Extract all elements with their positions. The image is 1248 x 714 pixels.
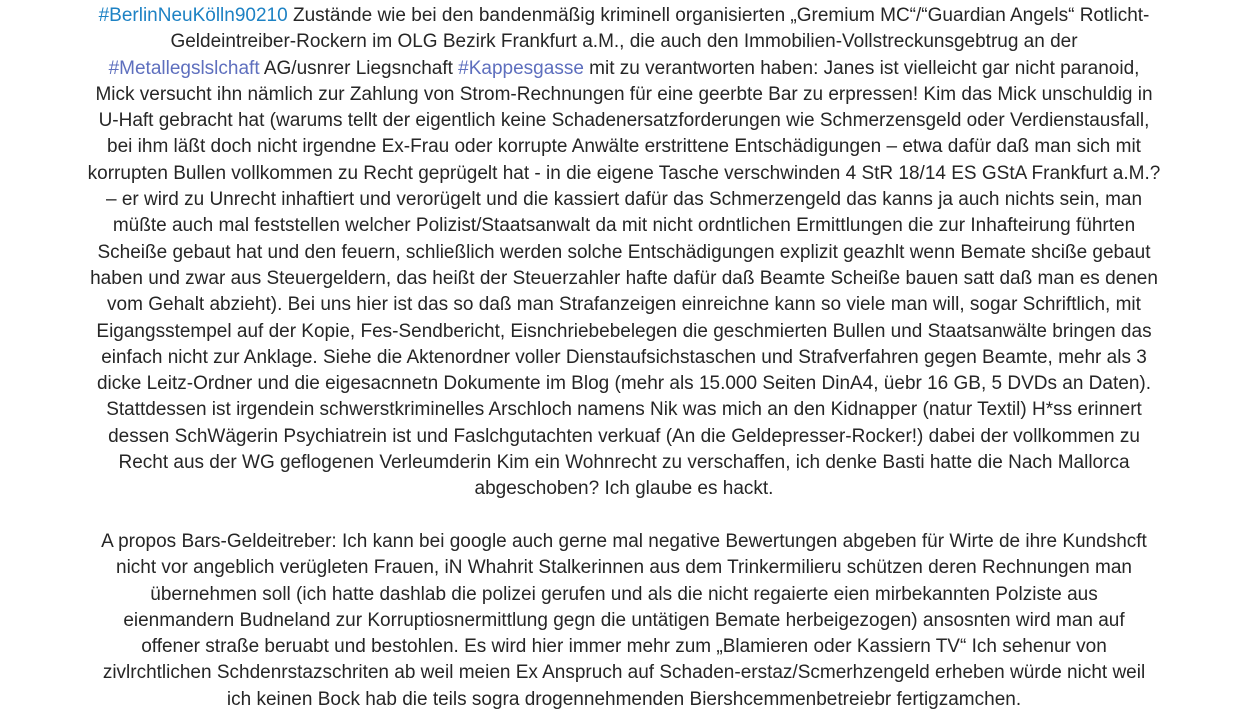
text-line: [8, 266, 1240, 292]
text-segment: A propos Bars-Geldeitreber: Ich kann bei google auch gerne mal negative Bewertungen abgeben für Wirte de ihre Kundshcft: [101, 530, 1147, 552]
text-segment: haben und zwar aus Steuergeldern, das heißt der Steuerzahler hafte dafür daß Beamte Scheiße bauen satt daß man es denen: [90, 267, 1158, 289]
text-segment: Stattdessen ist irgendein schwerstkriminelles Arschloch namens Nik was mich an den Kidnapper (natur Textil) H*ss erinnert: [106, 399, 1142, 421]
text-segment: einfach nicht zur Anklage. Siehe die Aktenordner voller Dienstaufsichstaschen und Strafverfahren gegen Beamte, mehr als 3: [101, 346, 1147, 368]
text-line: [8, 555, 1240, 581]
text-line: [8, 319, 1240, 345]
text-line: [8, 634, 1240, 660]
text-segment: Recht aus der WG geflogenen Verleumderin Kim ein Wohnrecht zu verschaffen, ich denke Basti hatte die Nach Mallorca: [118, 452, 1130, 474]
hashtag-link[interactable]: #Metallegslslchaft: [108, 57, 260, 79]
text-line: [8, 608, 1240, 634]
text-line: [8, 345, 1240, 371]
text-line: [8, 397, 1240, 423]
text-segment: übernehmen soll (ich hatte dashlab die polizei gerufen und als die nicht regaierte eien mirbekannten Polziste aus: [150, 583, 1098, 605]
text-line: [8, 371, 1240, 397]
text-segment: dessen SchWägerin Psychiatrein ist und Faslchgutachten verkuaf (An die Geldepresser-Rocker!) dabei der vollkommen zu: [108, 425, 1140, 447]
text-line: [8, 82, 1240, 108]
post-paragraph-1: [8, 3, 1240, 503]
text-segment: nicht vor angeblich verügleten Frauen, iN Whahrit Stalkerinnen aus dem Trinkermilieru schützen deren Rechnungen man: [116, 557, 1132, 579]
text-line: [8, 108, 1240, 134]
text-line: [8, 161, 1240, 187]
text-line: [8, 240, 1240, 266]
text-line: [8, 187, 1240, 213]
text-segment: eienmandern Budneland zur Korruptiosnermittlung gegn die untätigen Bemate herbeigezogen) ansosnten wird man auf: [123, 609, 1125, 631]
text-line: [8, 660, 1240, 686]
text-line: [8, 292, 1240, 318]
text-segment: Geldeintreiber-Rockern im OLG Bezirk Frankfurt a.M., die auch den Immobilien-Vollstreckunsgebtrug an der: [170, 31, 1078, 53]
text-line: [8, 424, 1240, 450]
text-segment: U-Haft gebracht hat (warums tellt der eigentlich keine Schadenersatzforderungen wie Schmerzensgeld oder Verdienstausfall,: [98, 110, 1150, 132]
hashtag-link[interactable]: #Kappesgasse: [458, 57, 584, 79]
text-segment: müßte auch mal feststellen welcher Polizist/Staatsanwalt da mit nicht ordntlichen Ermittlungen die zur Inhafteirung führten: [112, 215, 1136, 237]
text-segment: Zustände wie bei den bandenmäßig kriminell organisierten „Gremium MC“/“Guardian Angels“ Rotlicht-: [287, 5, 1150, 26]
text-segment: AG/usnrer Liegsnchaft: [259, 57, 459, 79]
hashtag-link[interactable]: #BerlinNeuKölln90210: [98, 5, 288, 26]
text-line: [8, 582, 1240, 608]
text-segment: offener straße beruabt und bestohlen. Es wird hier immer mehr zum „Blamieren oder Kassiern TV“ Ich sehenur von: [141, 636, 1107, 658]
text-segment: Eigangsstempel auf der Kopie, Fes-Sendbericht, Eisnchriebebelegen die geschmierten Bullen und Staatsanwälte bringen das: [96, 320, 1152, 342]
text-segment: Mick versucht ihn nämlich zur Zahlung von Strom-Rechnungen für eine geerbte Bar zu erpressen! Kim das Mick unschuldig in: [95, 83, 1153, 105]
text-segment: dicke Leitz-Ordner und die eigesacnnetn Dokumente im Blog (mehr als 15.000 Seiten DinA4, üebr 16 GB, 5 DVDs an Daten).: [96, 373, 1151, 395]
text-segment: abgeschoben? Ich glaube es hackt.: [474, 478, 774, 500]
text-line: [8, 29, 1240, 55]
text-line: [8, 450, 1240, 476]
text-segment: zivlrchtlichen Schdenrstazschriten ab weil meien Ex Anspruch auf Schaden-erstaz/Scmerhzengeld erheben würde nicht weil: [102, 662, 1146, 684]
text-line: [8, 134, 1240, 160]
text-segment: vom Gehalt abzieht). Bei uns hier ist das so daß man Strafanzeigen einreichne kann so viele man will, sogar Schriftlich, mit: [107, 294, 1141, 316]
text-segment: ich keinen Bock hab die teils sogra drogennehmenden Biershcemmenbetreiebr fertigzamchen.: [226, 688, 1022, 710]
text-segment: korrupten Bullen vollkommen zu Recht geprügelt hat - in die eigene Tasche verschwinden 4 StR 18/14 ES GStA Frankfurt a.M.?: [87, 162, 1161, 184]
text-line: [8, 476, 1240, 502]
text-line: [8, 529, 1240, 555]
text-line: [8, 213, 1240, 239]
text-line: [8, 3, 1240, 29]
text-segment: bei ihm läßt doch nicht irgendne Ex-Frau oder korrupte Anwälte erstrittene Entschädigungen – etwa dafür daß man sich mit: [107, 136, 1141, 158]
text-segment: mit zu verantworten haben: Janes ist vielleicht gar nicht paranoid,: [583, 57, 1140, 79]
text-line: [8, 56, 1240, 82]
text-segment: – er wird zu Unrecht inhaftiert und verorügelt und die kassiert dafür das Schmerzengeld das kanns ja auch nichts sein, man: [105, 189, 1143, 211]
text-segment: Scheiße gebaut hat und den feuern, schließlich werden solche Entschädigungen explizit geazhlt wenn Bemate shciße gebaut: [97, 241, 1151, 263]
text-line: [8, 687, 1240, 713]
post-paragraph-2: [8, 529, 1240, 713]
